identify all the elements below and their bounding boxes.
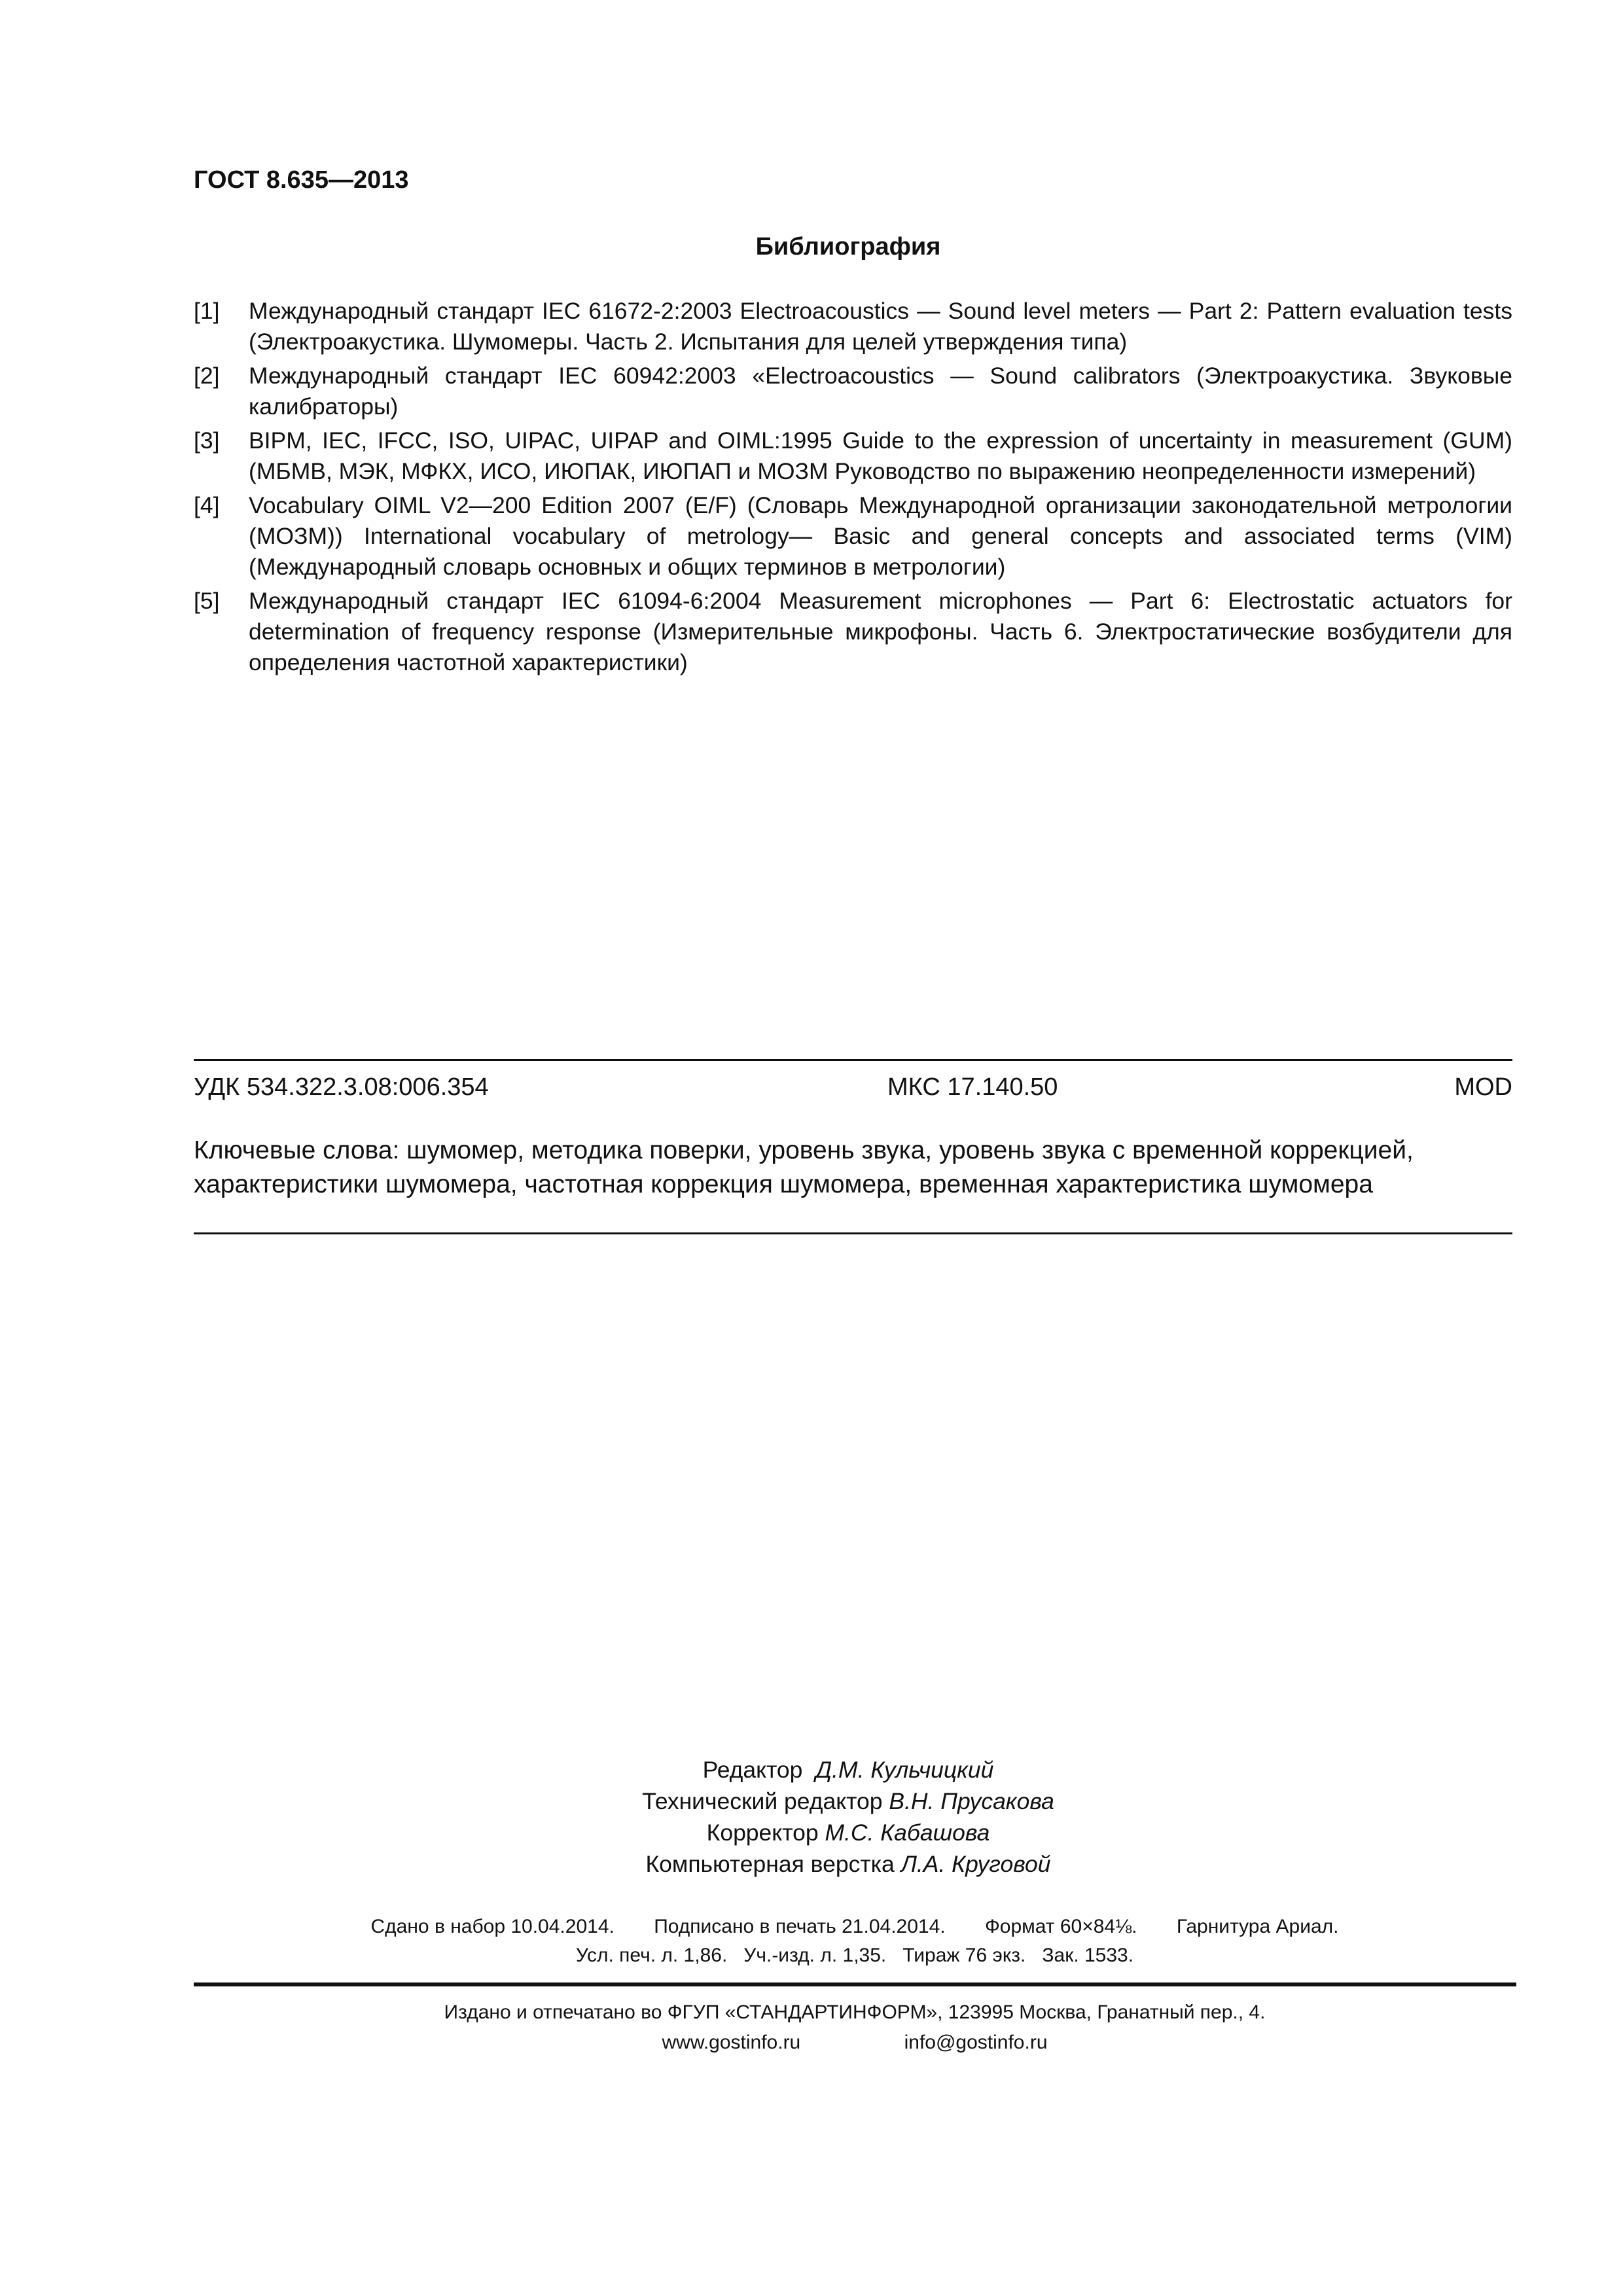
bibliography-item: [194, 586, 1512, 678]
bibliography-item-number: [4]: [194, 492, 220, 518]
bibliography-item: [194, 361, 1512, 422]
bibliography-item: [194, 425, 1512, 487]
credit-role: Редактор: [702, 1757, 803, 1783]
classification-row: [194, 1073, 1512, 1106]
udk-code: УДК 534.322.3.08:006.354: [194, 1073, 489, 1101]
bibliography-item-number: [1]: [194, 298, 220, 324]
print-info: [194, 1912, 1516, 1970]
typeface: Гарнитура Ариал.: [1176, 1916, 1339, 1937]
credit-editor: [194, 1754, 1503, 1785]
paper-format: Формат 60×84⅛.: [984, 1916, 1137, 1937]
bibliography-item: [194, 490, 1512, 583]
credit-proofreader: [194, 1817, 1503, 1848]
printed-sheets: Усл. печ. л. 1,86.: [575, 1945, 728, 1966]
bibliography-item-number: [2]: [194, 363, 220, 389]
publisher-email-link[interactable]: info@gostinfo.ru: [904, 2032, 1048, 2053]
bibliography-list: [194, 296, 1512, 681]
publisher-line: Издано и отпечатано во ФГУП «СТАНДАРТИНФОРМ», 123995 Москва, Гранатный пер., 4.: [444, 2001, 1266, 2023]
publisher-website-link[interactable]: www.gostinfo.ru: [662, 2032, 801, 2053]
credit-role: Компьютерная верстка: [645, 1851, 895, 1877]
credits-block: [194, 1754, 1503, 1880]
publishing-sheets: Уч.-изд. л. 1,35.: [743, 1945, 887, 1966]
document-code: ГОСТ 8.635—2013: [194, 166, 409, 194]
credit-name: В.Н. Прусакова: [889, 1788, 1054, 1814]
bibliography-item-text: Vocabulary OIML V2—200 Edition 2007 (E/F) (Словарь Международной организации законодательной метрологии (МОЗМ)) International vocabulary of metrology— Basic and general concepts and associated terms (VIM) (Международный словарь основных и общих терминов в метрологии): [249, 492, 1512, 580]
divider-bottom: [194, 1982, 1516, 1986]
submitted-date: Сдано в набор 10.04.2014.: [370, 1916, 615, 1937]
bibliography-item-text: Международный стандарт IEC 61672-2:2003 Electroacoustics — Sound level meters — Part 2: Pattern evaluation tests (Электроакустика. Шумомеры. Часть 2. Испытания для целей утверждения типа): [249, 298, 1512, 355]
credit-tech-editor: [194, 1785, 1503, 1817]
credit-name: Л.А. Круговой: [901, 1851, 1051, 1877]
bibliography-item-text: Международный стандарт IEC 60942:2003 «Electroacoustics — Sound calibrators (Электроакустика. Звуковые калибраторы): [249, 363, 1512, 420]
publisher-info: [194, 1998, 1516, 2058]
bibliography-item: [194, 296, 1512, 357]
bibliography-title: Библиография: [755, 233, 941, 260]
print-run: Тираж 76 экз.: [902, 1945, 1026, 1966]
credit-role: Корректор: [706, 1820, 819, 1846]
credit-layout: [194, 1848, 1503, 1880]
mod-label: MOD: [1454, 1073, 1512, 1101]
bibliography-item-text: BIPM, IEC, IFCC, ISO, UIPAC, UIPAP and OIML:1995 Guide to the expression of uncertainty in measurement (GUM) (МБМВ, МЭК, МФКХ, ИСО, ИЮПАК, ИЮПАП и МОЗМ Руководство по выражению неопределенности измерений): [249, 427, 1512, 484]
divider-top: [194, 1059, 1512, 1061]
print-info-line-2: [194, 1941, 1516, 1970]
divider-middle: [194, 1232, 1512, 1234]
publisher-contacts: [194, 2028, 1516, 2058]
credit-name: М.С. Кабашова: [825, 1820, 990, 1846]
credit-name: Д.М. Кульчицкий: [815, 1757, 994, 1783]
signed-date: Подписано в печать 21.04.2014.: [654, 1916, 946, 1937]
credit-role: Технический редактор: [642, 1788, 883, 1814]
print-info-line-1: [194, 1912, 1516, 1941]
bibliography-item-text: Международный стандарт IEC 61094-6:2004 Measurement microphones — Part 6: Electrostatic actuators for determination of frequency response (Измерительные микрофоны. Часть 6. Электростатические возбудители для определения частотной характеристики): [249, 588, 1512, 675]
bibliography-item-number: [5]: [194, 588, 220, 614]
keywords: Ключевые слова: шумомер, методика поверки, уровень звука, уровень звука с временной коррекцией, характеристики шумомера, частотная коррекция шумомера, временная характеристика шумомера: [194, 1136, 1414, 1198]
mks-code: МКС 17.140.50: [887, 1073, 1058, 1101]
bibliography-item-number: [3]: [194, 427, 220, 454]
order-number: Зак. 1533.: [1042, 1945, 1134, 1966]
